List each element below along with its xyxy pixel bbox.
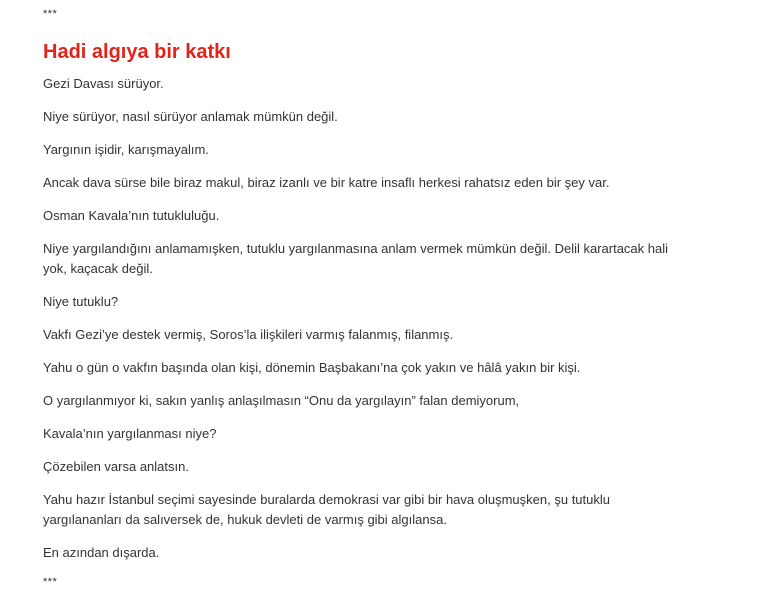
article-heading: Hadi algıya bir katkı [43, 41, 231, 63]
paragraph-11: Kavala’nın yargılanması niye? [43, 426, 217, 441]
paragraph-12: Çözebilen varsa anlatsın. [43, 459, 189, 474]
top-separator: *** [43, 8, 58, 20]
paragraph-6: Niye yargılandığını anlamamışken, tutuklu yargılanmasına anlam vermek mümkün değil. Delil karartacak hali yok, kaçacak değil. [43, 241, 669, 276]
paragraph-2: Niye sürüyor, nasıl sürüyor anlamak mümkün değil. [43, 109, 338, 124]
paragraph-5: Osman Kavala’nın tutukluluğu. [43, 208, 220, 223]
paragraph-9: Yahu o gün o vakfın başında olan kişi, dönemin Başbakanı’na çok yakın ve hâlâ yakın bir kişi. [43, 360, 581, 375]
paragraph-14: En azından dışarda. [43, 545, 160, 560]
paragraph-3: Yargının işidir, karışmayalım. [43, 142, 209, 157]
paragraph-4: Ancak dava sürse bile biraz makul, biraz izanlı ve bir katre insaflı herkesi rahatsız eden bir şey var. [43, 175, 610, 190]
paragraph-10: O yargılanmıyor ki, sakın yanlış anlaşılmasın “Onu da yargılayın” falan demiyorum, [43, 393, 520, 408]
bottom-separator: *** [43, 576, 58, 588]
paragraph-8: Vakfı Gezi’ye destek vermiş, Soros’la ilişkileri varmış falanmış, filanmış. [43, 327, 454, 342]
paragraph-7: Niye tutuklu? [43, 294, 119, 309]
article-body [43, 0, 683, 588]
paragraph-1: Gezi Davası sürüyor. [43, 76, 164, 91]
paragraph-13: Yahu hazır İstanbul seçimi sayesinde buralarda demokrasi var gibi bir hava oluşmuşken, şu tutuklu yargılananları da salıversek de, hukuk devleti de varmış gibi algılansa. [43, 492, 610, 527]
